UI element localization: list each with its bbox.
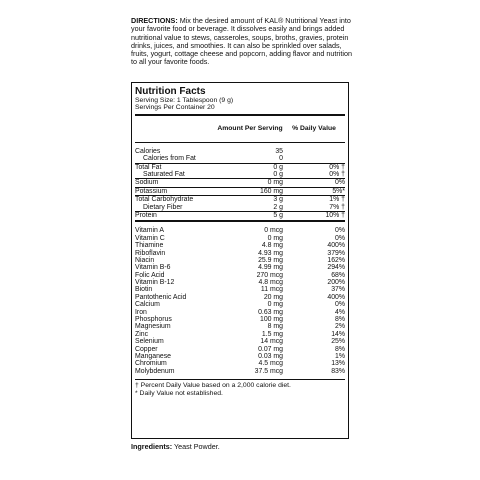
nutrient-row: [135, 316, 345, 323]
nutrient-daily-value: [283, 148, 345, 155]
nutrient-name: Manganese: [135, 352, 172, 360]
servings-per-container: Servings Per Container 20: [135, 104, 215, 112]
nutrient-row: [135, 179, 345, 186]
nutrient-name: Biotin: [135, 286, 153, 294]
nutrient-row: [135, 331, 345, 338]
ingredients-label: Ingredients:: [131, 442, 173, 451]
nutrient-row: [135, 164, 345, 171]
nutrient-row: [135, 279, 345, 286]
nutrient-daily-value: 0%: [335, 301, 345, 309]
nutrient-amount: 37.5 mcg: [254, 367, 283, 375]
nutrient-daily-value: 68%: [331, 271, 345, 279]
nutrient-daily-value: 200%: [327, 279, 345, 287]
nutrient-group-fat: [135, 164, 345, 179]
nutrient-name: Zinc: [135, 330, 149, 338]
nutrient-row: [135, 235, 345, 242]
nutrient-daily-value: 8%: [335, 345, 345, 353]
nutrient-row: [135, 323, 345, 330]
nutrient-amount: 2 g: [273, 203, 283, 211]
nutrient-daily-value: 0%: [335, 227, 345, 235]
nutrient-amount: 160 mg: [260, 187, 283, 195]
nutrient-amount: 100 mg: [260, 316, 283, 324]
nutrient-name: Magnesium: [135, 323, 171, 331]
nutrient-daily-value: 10% †: [325, 211, 345, 219]
column-amount-per-serving: Amount Per Serving: [217, 125, 283, 133]
directions-label: DIRECTIONS:: [131, 16, 178, 25]
nutrient-row: [135, 272, 345, 279]
nutrient-amount: 5 g: [273, 211, 283, 219]
nutrient-daily-value: 162%: [327, 256, 345, 264]
nutrient-name: Molybdenum: [135, 367, 175, 375]
nutrient-daily-value: 83%: [331, 367, 345, 375]
column-header: [135, 116, 345, 142]
nutrient-name: Sodium: [135, 179, 159, 187]
nutrient-group-potassium: [135, 188, 345, 195]
nutrient-row: [135, 353, 345, 360]
nutrient-name: Total Fat: [135, 163, 162, 171]
nutrient-name: Vitamin A: [135, 227, 164, 235]
nutrient-amount: 0 g: [273, 163, 283, 171]
nutrient-name: Phosphorus: [135, 316, 172, 324]
nutrient-row: [135, 204, 345, 211]
nutrient-name: Chromium: [135, 360, 167, 368]
directions-text: Mix the desired amount of KAL® Nutritional Yeast into your favorite food or beverage. It dissolves easily and brings added nutritional value to stews, casseroles, soups, broths, gravies, protein drinks, juices, and smoothies. It can also be sprinkled over salads, fruits, yogurt, cottage cheese and popcorn, adding flavor and nutrition to all your favorite foods.: [131, 16, 352, 67]
nutrient-row: [135, 171, 345, 178]
nutrient-row: [135, 346, 345, 353]
nutrient-amount: 0 mg: [267, 234, 283, 242]
nutrient-amount: 4.8 mcg: [258, 279, 283, 287]
nutrient-amount: 4.99 mg: [258, 264, 283, 272]
nutrient-group-calories: [135, 148, 345, 163]
nutrient-group-sodium: [135, 179, 345, 186]
nutrient-name: Riboflavin: [135, 249, 166, 257]
nutrient-daily-value: 25%: [331, 338, 345, 346]
nutrient-row: [135, 264, 345, 271]
column-daily-value: % Daily Value: [292, 125, 336, 133]
nutrient-name: Calories: [135, 147, 161, 155]
nutrient-daily-value: 400%: [327, 293, 345, 301]
nutrient-daily-value: 294%: [327, 264, 345, 272]
nutrient-row: [135, 368, 345, 375]
nutrient-amount: 25.9 mg: [258, 256, 283, 264]
nutrient-daily-value: 4%: [335, 308, 345, 316]
nutrient-amount: 4.93 mg: [258, 249, 283, 257]
nutrient-amount: 270 mcg: [256, 271, 283, 279]
nutrient-name: Niacin: [135, 256, 155, 264]
nutrient-daily-value: 0%: [335, 234, 345, 242]
nutrient-name: Dietary Fiber: [143, 203, 183, 211]
nutrient-name: Vitamin C: [135, 234, 165, 242]
nutrient-daily-value: 1% †: [329, 196, 345, 204]
nutrient-daily-value: 7% †: [329, 203, 345, 211]
nutrient-name: Folic Acid: [135, 271, 165, 279]
nutrient-name: Copper: [135, 345, 158, 353]
nutrient-amount: 1.5 mg: [261, 330, 283, 338]
nutrient-row: [135, 338, 345, 345]
nutrient-amount: 3 g: [273, 196, 283, 204]
nutrient-name: Potassium: [135, 187, 168, 195]
nutrient-row: [135, 212, 345, 219]
serving-size: Serving Size: 1 Tablespoon (9 g): [135, 97, 234, 104]
nutrient-name: Vitamin B-6: [135, 264, 171, 272]
nutrient-row: [135, 286, 345, 293]
nutrient-daily-value: 0% †: [329, 163, 345, 171]
nutrient-amount: 0: [279, 155, 283, 163]
nutrition-facts-panel: [131, 82, 349, 439]
nutrient-row: [135, 360, 345, 367]
nutrient-row: [135, 257, 345, 264]
nutrient-daily-value: 0% †: [329, 170, 345, 178]
nutrient-name: Calories from Fat: [143, 155, 196, 163]
nutrient-name: Iron: [135, 308, 147, 316]
nutrient-amount: 0 mcg: [264, 227, 283, 235]
nutrient-row: [135, 250, 345, 257]
ingredients-line: [131, 442, 220, 451]
nutrient-amount: 0.03 mg: [258, 352, 283, 360]
nutrient-amount: 0 mg: [267, 301, 283, 309]
nutrient-name: Calcium: [135, 301, 160, 309]
nutrient-row: [135, 294, 345, 301]
nutrient-amount: 4.5 mcg: [258, 360, 283, 368]
nutrient-amount: 4.8 mg: [261, 242, 283, 250]
nutrient-daily-value: 8%: [335, 316, 345, 324]
nutrient-daily-value: 0%: [335, 179, 345, 187]
nutrient-amount: 14 mcg: [260, 338, 283, 346]
nutrient-amount: 35: [275, 147, 283, 155]
ingredients-text: Yeast Powder.: [174, 442, 220, 451]
nutrient-daily-value: [283, 155, 345, 162]
nutrient-daily-value: 13%: [331, 360, 345, 368]
vitamins-minerals-list: [135, 227, 345, 375]
nutrient-amount: 20 mg: [263, 293, 283, 301]
nutrient-row: [135, 227, 345, 234]
nutrient-row: [135, 188, 345, 195]
nutrient-amount: 11 mcg: [260, 286, 283, 294]
nutrient-daily-value: 1%: [335, 352, 345, 360]
directions-paragraph: [131, 17, 353, 67]
nutrient-group-carbohydrate: [135, 196, 345, 211]
nutrient-name: Vitamin B-12: [135, 279, 175, 287]
nutrient-name: Total Carbohydrate: [135, 196, 194, 204]
nutrient-amount: 8 mg: [267, 323, 283, 331]
nutrient-amount: 0.07 mg: [258, 345, 283, 353]
footnote-percent-dv: † Percent Daily Value based on a 2,000 calorie diet.: [135, 382, 291, 390]
nutrient-name: Selenium: [135, 338, 164, 346]
nutrient-daily-value: 400%: [327, 242, 345, 250]
footnote-not-established: * Daily Value not established.: [135, 390, 223, 398]
nutrient-name: Protein: [135, 211, 157, 219]
nutrition-facts-title: Nutrition Facts: [135, 86, 206, 97]
nutrient-row: [135, 242, 345, 249]
nutrient-daily-value: 5%*: [332, 187, 345, 195]
nutrient-daily-value: 2%: [335, 323, 345, 331]
nutrient-name: Saturated Fat: [143, 170, 185, 178]
nutrient-group-protein: [135, 212, 345, 219]
nutrient-row: [135, 309, 345, 316]
nutrient-daily-value: 14%: [331, 330, 345, 338]
nutrient-amount: 0 g: [273, 170, 283, 178]
nutrient-name: Pantothenic Acid: [135, 293, 187, 301]
nutrient-row: [135, 196, 345, 203]
nutrient-daily-value: 37%: [331, 286, 345, 294]
nutrient-amount: 0 mg: [267, 179, 283, 187]
nutrient-row: [135, 155, 345, 162]
nutrient-amount: 0.63 mg: [258, 308, 283, 316]
nutrient-row: [135, 301, 345, 308]
nutrient-row: [135, 148, 345, 155]
nutrient-daily-value: 379%: [327, 249, 345, 257]
divider: [135, 379, 345, 380]
nutrient-name: Thiamine: [135, 242, 164, 250]
